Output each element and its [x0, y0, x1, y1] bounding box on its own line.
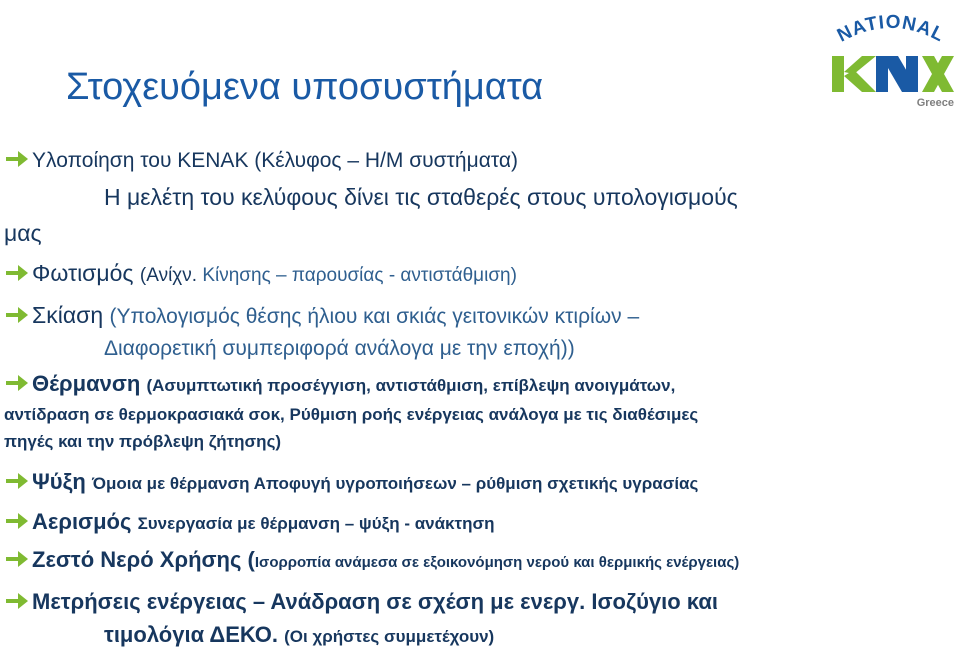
bullet-subline [104, 624, 494, 646]
right-arrow-icon [4, 548, 30, 570]
bullet-energy-metering [4, 590, 718, 613]
bullet-heating [4, 372, 675, 395]
right-arrow-icon [4, 510, 30, 532]
right-arrow-icon [4, 590, 30, 612]
logo-word-top: NATIONAL [833, 11, 949, 47]
bullet-detail-a: (Ανίχν. [139, 265, 203, 286]
bullet-detail: (Οι χρήστες συμμετέχουν) [284, 627, 495, 646]
bullet-lead: Ψύξη [32, 469, 86, 494]
bullet-lead: Αερισμός [32, 509, 132, 534]
national-knx-logo [826, 8, 956, 112]
bullet-shading [4, 304, 639, 327]
bullet-detail: (Υπολογισμός θέσης ήλιου και σκιάς γειτονικών κτιρίων – [109, 305, 640, 328]
bullet-lead: Μετρήσεις ενέργειας – Ανάδραση σε σχέση με ενεργ. Ισοζύγιο και [32, 589, 718, 614]
bullet-keNak [4, 148, 518, 171]
right-arrow-icon [4, 148, 30, 170]
bullet-lead: Φωτισμός [32, 260, 134, 286]
bullet-lead: Σκίαση [32, 302, 104, 328]
right-arrow-icon [4, 262, 30, 284]
bullet-detail-b: Κίνησης – παρουσίας - αντιστάθμιση) [202, 265, 517, 286]
bullet-lead: Ζεστό Νερό Χρήσης ( [32, 547, 255, 572]
bullet-detail: Όμοια με θέρμανση Αποφυγή υγροποιήσεων – ρύθμιση σχετικής υγρασίας [91, 474, 699, 493]
bullet-cooling [4, 470, 698, 493]
bullet-lead: Θέρμανση [32, 371, 141, 396]
bullet-subline: Διαφορετική συμπεριφορά ανάλογα με την εποχή)) [104, 337, 575, 360]
right-arrow-icon [4, 470, 30, 492]
bullet-lead-2: τιμολόγια ΔΕΚΟ. [104, 622, 278, 647]
bullet-text: Υλοποίηση του ΚΕΝΑΚ (Κέλυφος – Η/Μ συστήματα) [32, 149, 518, 172]
bullet-hot-water [4, 548, 739, 571]
logo-word-sub: Greece [916, 97, 954, 109]
bullet-detail: Συνεργασία με θέρμανση – ψύξη - ανάκτηση [137, 514, 495, 533]
bullet-lighting [4, 262, 517, 285]
right-arrow-icon [4, 372, 30, 394]
bullet-subline: Η μελέτη του κελύφους δίνει τις σταθερές στους υπολογισμούς [104, 184, 738, 210]
bullet-subline: μας [4, 220, 42, 246]
bullet-detail: Ισορροπία ανάμεσα σε εξοικονόμηση νερού και θερμικής ενέργειας) [254, 554, 740, 571]
bullet-subline: αντίδραση σε θερμοκρασιακά σοκ, Ρύθμιση ροής ενέργειας ανάλογα με τις διαθέσιμες [4, 405, 699, 424]
bullet-ventilation [4, 510, 495, 533]
bullet-detail: (Ασυμπτωτική προσέγγιση, αντιστάθμιση, επίβλεψη ανοιγμάτων, [146, 376, 676, 395]
slide-title: Στοχευόμενα υποσυστήματα [66, 66, 544, 108]
bullet-subline: πηγές και την πρόβλεψη ζήτησης) [4, 432, 282, 451]
svg-text:NATIONAL [834, 12, 948, 47]
right-arrow-icon [4, 304, 30, 326]
